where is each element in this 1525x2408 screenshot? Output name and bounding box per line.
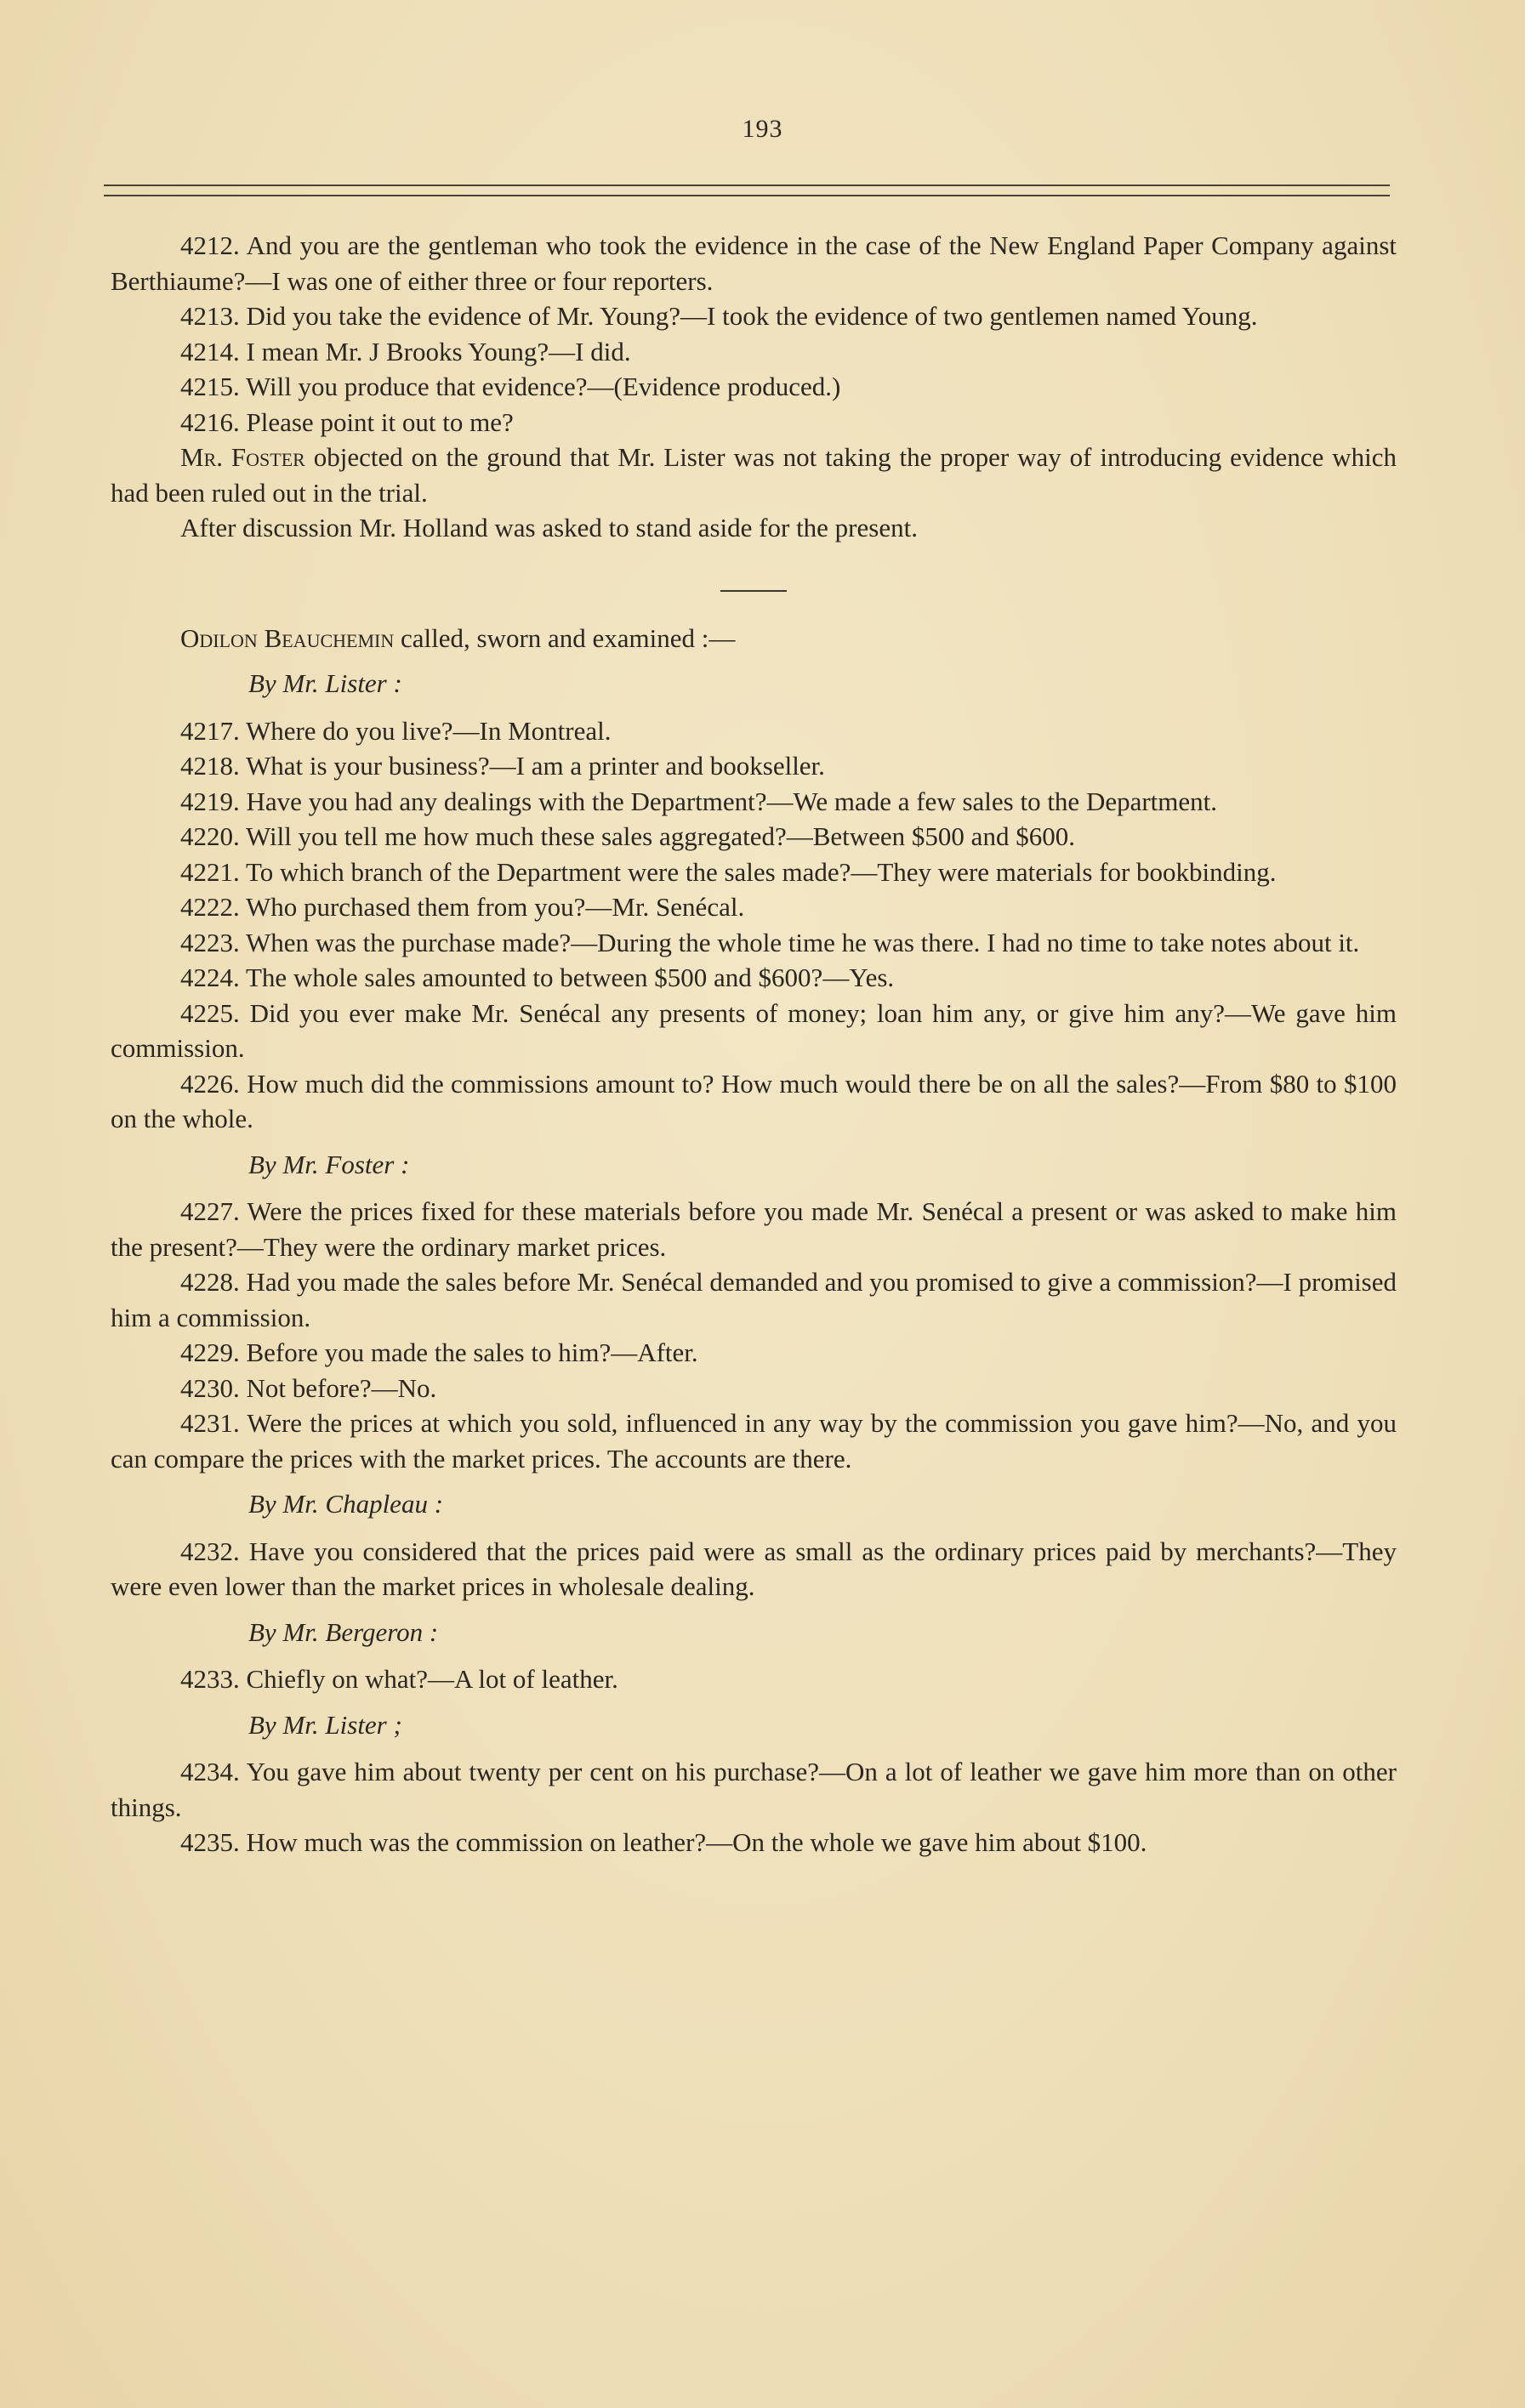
question-text: To which branch of the Department were the sales made?—They were materials for bookbinding. [245,856,1277,887]
examination-sections [111,666,1397,1860]
question-number: 4215. [180,372,240,401]
question-text: Had you made the sales before Mr. Senécal demanded and you promised to give a commission?—I promised him a commission. [111,1267,1397,1332]
examiner-heading: By Mr. Bergeron : [248,1616,439,1647]
question-number: 4221. [180,856,240,887]
question-entry [111,855,1397,890]
question-number: 4222. [180,892,240,922]
foster-objection [111,440,1397,510]
testimony-body [111,228,1397,1860]
question-entry [111,960,1397,996]
question-entry [111,1825,1397,1860]
question-number: 4231. [180,1408,240,1438]
examiner-heading: By Mr. Chapleau : [248,1489,444,1519]
question-number: 4213. [180,301,240,331]
question-text: Have you had any dealings with the Department?—We made a few sales to the Department. [246,786,1218,816]
witness-status: called, sworn and examined :— [400,622,736,653]
question-entry [111,713,1397,749]
question-text: Please point it out to me? [246,406,514,437]
question-entry [111,405,1397,440]
question-entry [111,925,1397,961]
question-entry [111,819,1397,855]
page-number: 193 [742,115,783,143]
question-text: Will you tell me how much these sales aggregated?—Between $500 and $600. [245,821,1075,851]
question-number: 4227. [180,1196,240,1226]
question-number: 4217. [180,715,240,746]
question-entry [111,1754,1397,1825]
question-number: 4216. [180,406,240,437]
question-text: The whole sales amounted to between $500 and $600?—Yes. [245,963,895,992]
question-text: Where do you live?—In Montreal. [245,715,612,746]
question-text: How much was the commission on leather?—On the whole we gave him about $100. [246,1827,1147,1857]
question-text: Who purchased them from you?—Mr. Senécal. [245,892,745,922]
speaker-name: Mr. Foster [180,442,305,472]
question-entry [111,996,1397,1066]
question-text: Not before?—No. [246,1372,437,1403]
question-number: 4233. [180,1664,240,1694]
question-text: What is your business?—I am a printer and bookseller. [245,751,825,781]
question-number: 4219. [180,786,240,816]
question-text: And you are the gentleman who took the evidence in the case of the New England Paper Company against Berthiaume?—I was one of either three or four reporters. [111,230,1397,296]
question-number: 4223. [180,927,240,957]
question-number: 4218. [180,751,240,781]
question-number: 4229. [180,1337,240,1367]
discussion-note: After discussion Mr. Holland was asked to stand aside for the present. [180,513,918,542]
question-entry [111,784,1397,820]
question-entry [111,298,1397,334]
question-text: Have you considered that the prices paid were as small as the ordinary prices paid by merchants?—They were even lower than the market prices in wholesale dealing. [111,1536,1397,1601]
question-text: Did you ever make Mr. Senécal any presents of money; loan him any, or give him any?—We gave him commission. [111,997,1397,1063]
objection-text: objected on the ground that Mr. Lister was not taking the proper way of introducing evidence which had been ruled out in the trial. [111,442,1397,508]
question-number: 4214. [180,336,240,366]
question-number: 4224. [180,963,240,992]
examiner-heading: By Mr. Foster : [248,1149,410,1179]
question-text: I mean Mr. J Brooks Young?—I did. [246,336,631,366]
question-entry [111,1534,1397,1604]
question-text: Chiefly on what?—A lot of leather. [246,1664,618,1694]
question-entry [111,889,1397,925]
question-entry [111,1194,1397,1264]
question-text: Before you made the sales to him?—After. [246,1337,698,1367]
question-text: How much did the commissions amount to? How much would there be on all the sales?—From $80 to $100 on the whole. [111,1068,1397,1133]
question-number: 4230. [180,1372,240,1403]
section-divider [720,590,787,592]
question-entry [111,369,1397,405]
witness-intro [111,621,1397,656]
question-text: Will you produce that evidence?—(Evidence produced.) [245,372,841,401]
question-text: When was the purchase made?—During the whole time he was there. I had no time to take notes about it. [245,927,1360,957]
question-number: 4226. [180,1068,240,1099]
question-number: 4220. [180,821,240,851]
examiner-heading: By Mr. Lister ; [248,1709,402,1740]
question-text: Did you take the evidence of Mr. Young?—I took the evidence of two gentlemen named Young. [246,301,1258,331]
question-text: Were the prices at which you sold, influenced in any way by the commission you gave him?—No, and you can compare the prices with the market prices. The accounts are there. [111,1408,1397,1474]
question-entry [111,1066,1397,1137]
question-number: 4228. [180,1267,240,1297]
opening-questions [111,228,1397,440]
header-double-rule [104,185,1390,196]
question-entry [111,1371,1397,1406]
question-number: 4234. [180,1757,240,1786]
question-entry [111,1335,1397,1371]
question-entry [111,1661,1397,1697]
question-entry [111,748,1397,784]
question-entry [111,228,1397,298]
question-text: Were the prices fixed for these materials before you made Mr. Senécal a present or was asked to make him the present?—They were the ordinary market prices. [111,1196,1397,1262]
question-number: 4232. [180,1536,240,1566]
question-number: 4235. [180,1827,240,1857]
question-entry [111,334,1397,370]
examiner-heading: By Mr. Lister : [248,668,402,698]
question-text: You gave him about twenty per cent on his purchase?—On a lot of leather we gave him more than on other things. [111,1757,1397,1822]
witness-name: Odilon Beauchemin [180,622,395,653]
question-entry [111,1406,1397,1476]
question-number: 4212. [180,230,240,260]
question-number: 4225. [180,997,240,1028]
question-entry [111,1264,1397,1335]
